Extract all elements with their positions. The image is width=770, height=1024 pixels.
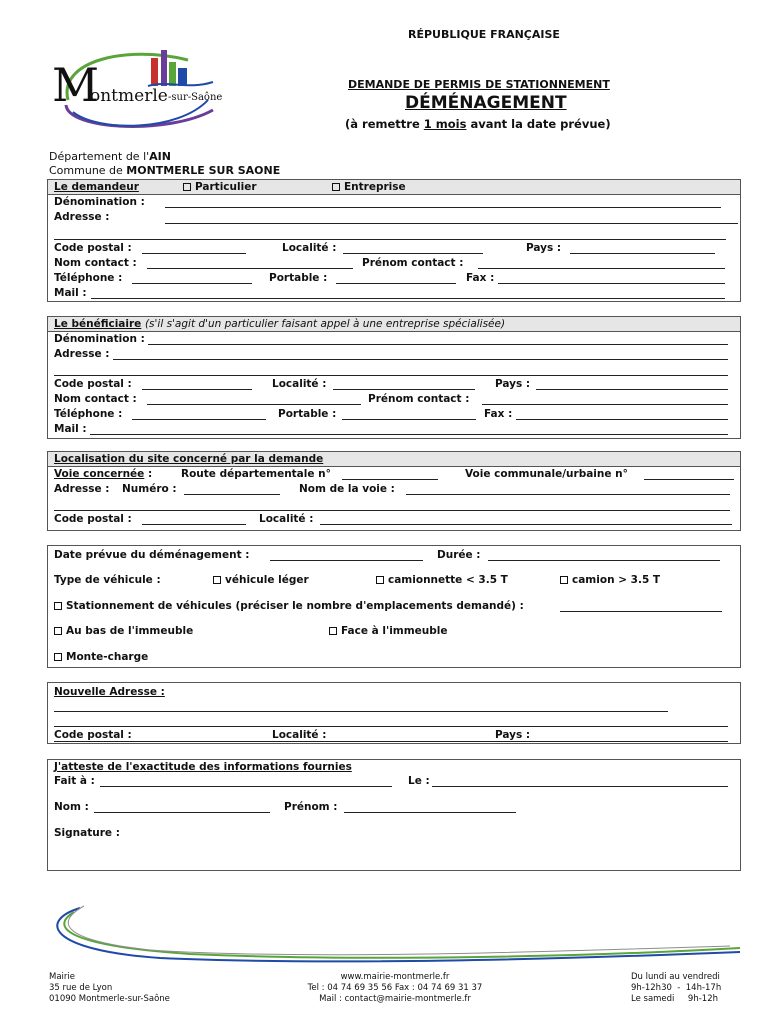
section-title: J'atteste de l'exactitude des informations fournies [54,761,352,773]
adresse-field-2[interactable] [54,510,730,511]
footer-city: 01090 Montmerle-sur-Saône [49,994,170,1004]
adresse-label: Adresse : [54,211,110,223]
mail-label: Mail : [54,287,87,299]
deadline-note [345,117,611,131]
pays-label: Pays : [526,242,562,254]
nom-label: Nom : [54,801,89,813]
checkbox-label: Entreprise [344,181,406,193]
prenom-contact-field[interactable] [482,404,728,405]
nom-field[interactable] [94,812,270,813]
nom-voie-field[interactable] [406,494,730,495]
logo-suffix: -sur-Saône [168,92,223,103]
section-title: Localisation du site concerné par la demande [54,453,324,465]
numero-field[interactable] [184,494,280,495]
prenom-field[interactable] [344,812,516,813]
footer-website[interactable]: www.mairie-montmerle.fr [340,972,450,982]
checkbox-label: camion > 3.5 T [572,574,661,586]
demandeur-section [47,179,741,302]
beneficiaire-section [47,316,741,439]
footer-weekday-hours: 9h-12h30 - 14h-17h [631,983,722,993]
deadline-post: avant la date prévue) [466,117,611,131]
checkbox-label: Monte-charge [66,651,149,663]
code-postal-field[interactable] [142,389,252,390]
municipal-logo [48,40,228,135]
commune-line [49,164,280,177]
checkbox-vehicule-leger[interactable] [213,574,309,586]
portable-field[interactable] [336,283,456,284]
footer-swoosh [40,900,740,970]
vehicle-type-label: Type de véhicule : [54,574,161,586]
fax-field[interactable] [498,283,725,284]
checkbox-icon [376,576,384,584]
localite-label: Localité : [272,729,327,741]
footer-weekday: Du lundi au vendredi [631,972,720,982]
mail-field[interactable] [90,434,728,435]
checkbox-label: Particulier [195,181,257,193]
duree-label: Durée : [437,549,481,561]
department-label: Département de l' [49,150,150,163]
code-postal-field[interactable] [54,741,728,742]
checkbox-icon [183,183,191,191]
footer-phone: Tel : 04 74 69 35 56 Fax : 04 74 69 31 37 [307,983,483,993]
nom-contact-field[interactable] [147,268,353,269]
duree-field[interactable] [488,560,720,561]
footer-mairie: Mairie [49,972,75,982]
localisation-section [47,451,741,531]
route-label: Route départementale n° [181,468,331,480]
mail-label: Mail : [54,423,87,435]
section-note: (s'il s'agit d'un particulier faisant appel à une entreprise spécialisée) [144,318,506,330]
route-field[interactable] [342,479,438,480]
department-line [49,150,171,163]
voie-communale-field[interactable] [644,479,734,480]
checkbox-monte-charge[interactable] [54,651,148,663]
fait-label: Fait à : [54,775,95,787]
nom-voie-label: Nom de la voie : [299,483,395,495]
voie-communale-label: Voie communale/urbaine n° [465,468,628,480]
section-title: Nouvelle Adresse : [54,686,165,698]
localite-field[interactable] [320,524,732,525]
footer-contact [290,972,500,1005]
footer-email[interactable]: Mail : contact@mairie-montmerle.fr [319,994,471,1004]
adresse-field-2[interactable] [54,375,728,376]
localite-field[interactable] [333,389,475,390]
form-title: DEMANDE DE PERMIS DE STATIONNEMENT [348,78,610,91]
republic-heading: RÉPUBLIQUE FRANÇAISE [408,28,560,41]
footer-saturday: Le samedi 9h-12h [631,994,718,1004]
checkbox-icon [213,576,221,584]
adresse-field[interactable] [165,223,738,224]
code-postal-field[interactable] [142,524,246,525]
portable-label: Portable : [269,272,328,284]
footer-swoosh-icon [40,900,740,970]
adresse-field[interactable] [113,359,728,360]
stationnement-field[interactable] [560,611,722,612]
logo-initial: M [52,58,100,112]
adresse-field-2[interactable] [54,239,726,240]
checkbox-icon [54,653,62,661]
checkbox-stationnement[interactable] [54,600,524,612]
localite-label: Localité : [282,242,337,254]
mail-field[interactable] [91,298,725,299]
date-field[interactable] [270,560,423,561]
commune-label: Commune de [49,164,127,177]
le-label: Le : [408,775,430,787]
checkbox-label: Stationnement de véhicules (préciser le nombre d'emplacements demandé) : [66,600,524,612]
section-title: Le bénéficiaire [54,318,142,330]
portable-label: Portable : [278,408,337,420]
pays-label: Pays : [495,729,531,741]
section-title: Le demandeur [54,181,139,193]
checkbox-bas-immeuble[interactable] [54,625,193,637]
footer-address [49,972,170,1005]
demenagement-section [47,545,741,668]
footer-street: 35 rue de Lyon [49,983,113,993]
footer-hours [631,972,721,1005]
checkbox-camionnette[interactable] [376,574,508,586]
signature-label: Signature : [54,827,120,839]
telephone-field[interactable] [132,283,252,284]
fax-label: Fax : [484,408,513,420]
pays-label: Pays : [495,378,531,390]
code-postal-field[interactable] [142,253,246,254]
checkbox-icon [332,183,340,191]
checkbox-icon [54,602,62,610]
prenom-label: Prénom : [284,801,338,813]
denomination-field[interactable] [165,207,721,208]
voie-label: Voie concernée [54,468,145,480]
commune-value: MONTMERLE SUR SAONE [126,164,281,177]
prenom-contact-field[interactable] [478,268,725,269]
nom-contact-field[interactable] [147,404,361,405]
section-title-line [54,318,505,330]
adresse-label: Adresse : [54,483,110,495]
denomination-field[interactable] [148,344,728,345]
checkbox-icon [329,627,337,635]
prenom-contact-label: Prénom contact : [368,393,470,405]
voie-colon: : [144,468,153,480]
voie-line [54,468,152,480]
adresse-field-2[interactable] [54,726,728,727]
date-label: Date prévue du déménagement : [54,549,250,561]
checkbox-label: Au bas de l'immeuble [66,625,194,637]
portable-field[interactable] [342,419,476,420]
deadline-pre: (à remettre [345,117,424,131]
localite-label: Localité : [272,378,327,390]
logo-name: ontmerle [90,86,168,106]
form-subtitle: DÉMÉNAGEMENT [405,93,567,113]
attestation-section [47,759,741,871]
checkbox-label: véhicule léger [225,574,309,586]
numero-label: Numéro : [122,483,177,495]
fax-label: Fax : [466,272,495,284]
localite-field[interactable] [343,253,483,254]
checkbox-icon [54,627,62,635]
checkbox-face-immeuble[interactable] [329,625,448,637]
checkbox-particulier[interactable] [183,181,257,193]
adresse-field[interactable] [54,711,668,712]
denomination-label: Dénomination : [54,196,145,208]
telephone-label: Téléphone : [54,408,123,420]
checkbox-icon [560,576,568,584]
checkbox-entreprise[interactable] [332,181,406,193]
checkbox-label: camionnette < 3.5 T [388,574,508,586]
code-postal-label: Code postal : [54,242,132,254]
nouvelle-adresse-section [47,682,741,744]
le-field[interactable] [432,786,728,787]
fax-field[interactable] [516,419,728,420]
checkbox-camion[interactable] [560,574,660,586]
denomination-label: Dénomination : [54,333,145,345]
code-postal-label: Code postal : [54,729,132,741]
deadline-period: 1 mois [423,117,467,131]
fait-field[interactable] [100,786,392,787]
nom-contact-label: Nom contact : [54,257,137,269]
telephone-field[interactable] [132,419,266,420]
department-value: AIN [149,150,171,163]
pays-field[interactable] [570,253,715,254]
checkbox-label: Face à l'immeuble [341,625,448,637]
code-postal-label: Code postal : [54,378,132,390]
nom-contact-label: Nom contact : [54,393,137,405]
adresse-label: Adresse : [54,348,110,360]
prenom-contact-label: Prénom contact : [362,257,464,269]
code-postal-label: Code postal : [54,513,132,525]
telephone-label: Téléphone : [54,272,123,284]
localite-label: Localité : [259,513,314,525]
pays-field[interactable] [536,389,728,390]
